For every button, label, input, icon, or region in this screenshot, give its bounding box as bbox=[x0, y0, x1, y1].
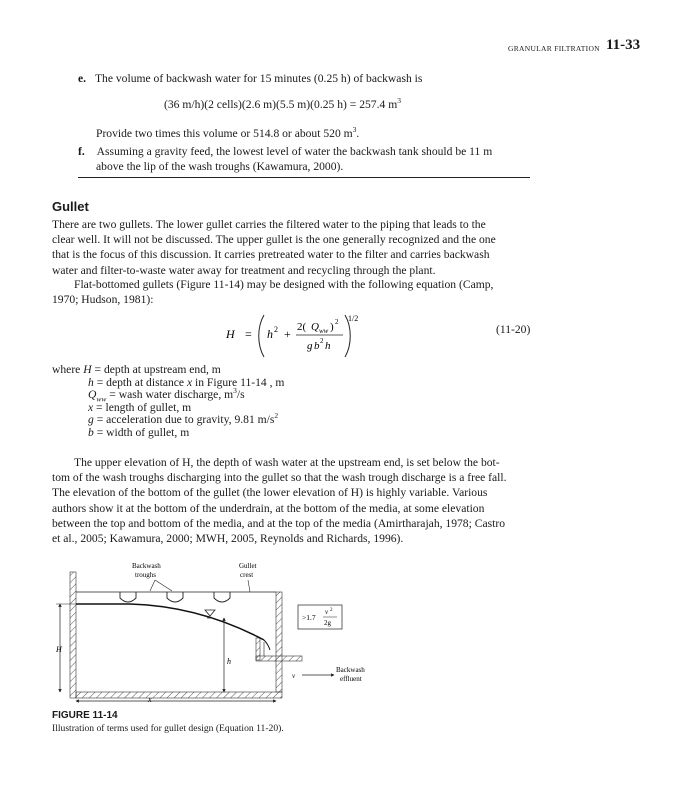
para3-line: The upper elevation of H, the depth of wash water at the upstream end, is set below the bot- bbox=[74, 456, 500, 469]
label-gullet: Gullet bbox=[239, 562, 257, 570]
gullet-paragraph-3 bbox=[52, 455, 531, 546]
para2-line: Flat-bottomed gullets (Figure 11-14) may be designed with the following equation (Camp, bbox=[74, 278, 494, 291]
eq-num-close: ) bbox=[330, 321, 334, 333]
note-exponent: 3 bbox=[352, 125, 357, 135]
eq-den-h: h bbox=[325, 340, 331, 352]
trough bbox=[167, 592, 183, 602]
where-block bbox=[52, 364, 284, 440]
label-backwash-effluent-1: Backwash bbox=[336, 666, 365, 674]
eq-num-exp: 2 bbox=[335, 318, 339, 326]
var-def: in Figure 11-14 , m bbox=[192, 375, 285, 389]
equation-body: (36 m/h)(2 cells)(2.6 m)(5.5 m)(0.25 h) = 257.4 m bbox=[164, 98, 398, 111]
left-wall bbox=[70, 572, 76, 698]
equation-exponent: 3 bbox=[397, 96, 401, 106]
var-sep: = bbox=[93, 375, 107, 389]
free-fall-curve bbox=[264, 640, 270, 650]
var-symbol: h bbox=[88, 375, 94, 389]
leader-line bbox=[248, 580, 250, 592]
para1-line: clear well. It will not be discussed. The upper gullet is the one generally recognized and the one bbox=[52, 233, 496, 247]
figure-caption-text: Illustration of terms used for gullet design (Equation 11-20). bbox=[52, 723, 284, 734]
var-exp: 2 bbox=[274, 411, 279, 421]
var-exp: 3 bbox=[233, 386, 237, 396]
trough bbox=[214, 592, 230, 602]
var-sep: = bbox=[106, 388, 119, 402]
eq-lhs: H bbox=[226, 327, 235, 341]
var-symbol: b bbox=[88, 425, 94, 439]
eq-den-g: g bbox=[307, 340, 313, 352]
var-def: wash water discharge, m bbox=[118, 388, 234, 402]
eq-num-coef: 2( bbox=[297, 321, 307, 333]
para3-line: The elevation of the bottom of the gullet (the lower elevation of H) is highly variable. Various bbox=[52, 486, 488, 500]
leader-line bbox=[155, 580, 172, 591]
var-sep: = bbox=[93, 400, 106, 414]
label-backwash-effluent-2: effluent bbox=[340, 675, 362, 683]
outlet-weir bbox=[256, 638, 260, 660]
right-wall bbox=[276, 592, 282, 692]
item-f bbox=[78, 144, 538, 174]
var-def: width of gullet, m bbox=[106, 425, 190, 439]
gullet-paragraph-2 bbox=[52, 277, 531, 307]
label-v2-exp: 2 bbox=[330, 608, 333, 613]
var-symbol: Q bbox=[88, 388, 97, 402]
para3-line: tom of the wash troughs discharging into the gullet so that the wash trough discharge is a free fall. bbox=[52, 471, 507, 485]
example-end-rule bbox=[78, 177, 530, 178]
var-def: depth at distance bbox=[106, 375, 187, 389]
label-gt: >1.7 bbox=[302, 613, 316, 622]
section-title: Gullet bbox=[52, 199, 89, 214]
left-paren bbox=[259, 315, 264, 357]
label-v: v bbox=[292, 672, 296, 680]
note-end: . bbox=[356, 127, 360, 140]
para3-line: between the top and bottom of the media, and at the top of the media (Amirtharajah, 1978; Castro bbox=[52, 516, 505, 530]
item-e-text: The volume of backwash water for 15 minutes (0.25 h) of backwash is bbox=[94, 72, 423, 85]
gullet-floor bbox=[76, 692, 282, 698]
running-header-title: GRANULAR FILTRATION bbox=[508, 44, 600, 53]
trough bbox=[120, 592, 136, 602]
label-crest: crest bbox=[240, 571, 254, 579]
eq-h-exp: 2 bbox=[274, 325, 278, 334]
item-e-note bbox=[96, 126, 359, 141]
label-x: x bbox=[148, 695, 152, 704]
water-surface-curve bbox=[76, 604, 264, 640]
eq-equals: = bbox=[245, 327, 252, 341]
var-inline: x bbox=[186, 375, 193, 389]
item-e bbox=[78, 71, 422, 86]
label-h: h bbox=[227, 657, 231, 666]
eq-den-b: b bbox=[314, 340, 320, 352]
var-symbol: x bbox=[88, 400, 94, 414]
label-2g: 2g bbox=[324, 619, 331, 627]
para3-line: et al., 2005; Kawamura, 2000; MWH, 2005, Reynolds and Richards, 1996). bbox=[52, 532, 404, 546]
var-tail: /s bbox=[236, 388, 245, 402]
backwash-volume-equation bbox=[164, 98, 401, 111]
eq-den-exp: 2 bbox=[320, 337, 324, 345]
figure-caption-title: FIGURE 11-14 bbox=[52, 710, 118, 721]
var-def: acceleration due to gravity, 9.81 m/s bbox=[106, 413, 275, 427]
var-sub: ww bbox=[96, 394, 107, 404]
var-symbol: H bbox=[83, 363, 92, 376]
var-symbol: g bbox=[88, 413, 94, 427]
leader-line bbox=[150, 580, 155, 591]
water-level-marker bbox=[205, 610, 215, 616]
eq-num-q-sub: ww bbox=[319, 327, 329, 335]
item-f-line1: Assuming a gravity feed, the lowest level of water the backwash tank should be 11 m bbox=[96, 145, 493, 158]
equation-number: (11-20) bbox=[496, 323, 531, 336]
eq-h: h bbox=[267, 327, 273, 341]
var-def: depth at upstream end, m bbox=[103, 363, 221, 376]
figure-11-14 bbox=[50, 560, 380, 705]
var-def: length of gullet, m bbox=[105, 400, 192, 414]
para1-line: water and filter-to-waste water away for treatment and recycling through the plant. bbox=[52, 263, 436, 277]
eq-num-q: Q bbox=[311, 321, 319, 333]
page-number: 11-33 bbox=[606, 37, 641, 53]
label-backwash: Backwash bbox=[132, 562, 161, 570]
gullet-paragraph-1 bbox=[52, 217, 531, 278]
eq-plus: + bbox=[284, 327, 291, 341]
eq-outer-exp: 1/2 bbox=[348, 314, 359, 323]
para3-line: authors show it at the bottom of the underdrain, at the bottom of the media, at some elevation bbox=[52, 501, 485, 515]
note-text: Provide two times this volume or 514.8 or about 520 m bbox=[96, 127, 353, 140]
label-H: H bbox=[56, 645, 62, 654]
var-sep: = bbox=[91, 363, 104, 376]
var-sep: = bbox=[93, 425, 107, 439]
item-e-label: e. bbox=[78, 72, 87, 85]
var-sep: = bbox=[93, 413, 107, 427]
where-intro: where bbox=[52, 363, 81, 376]
item-f-label: f. bbox=[78, 145, 85, 158]
para2-line: 1970; Hudson, 1981): bbox=[52, 293, 154, 307]
para1-line: that is the focus of this discussion. It carries pretreated water to the filter and carries backwash bbox=[52, 248, 490, 262]
outlet-floor bbox=[256, 656, 302, 661]
para1-line: There are two gullets. The lower gullet carries the filtered water to the piping that leads to the bbox=[52, 218, 486, 231]
item-f-line2: above the lip of the wash troughs (Kawamura, 2000). bbox=[96, 160, 344, 173]
label-v2: v bbox=[325, 608, 329, 616]
label-troughs: troughs bbox=[135, 571, 156, 579]
gullet-equation bbox=[200, 305, 380, 365]
